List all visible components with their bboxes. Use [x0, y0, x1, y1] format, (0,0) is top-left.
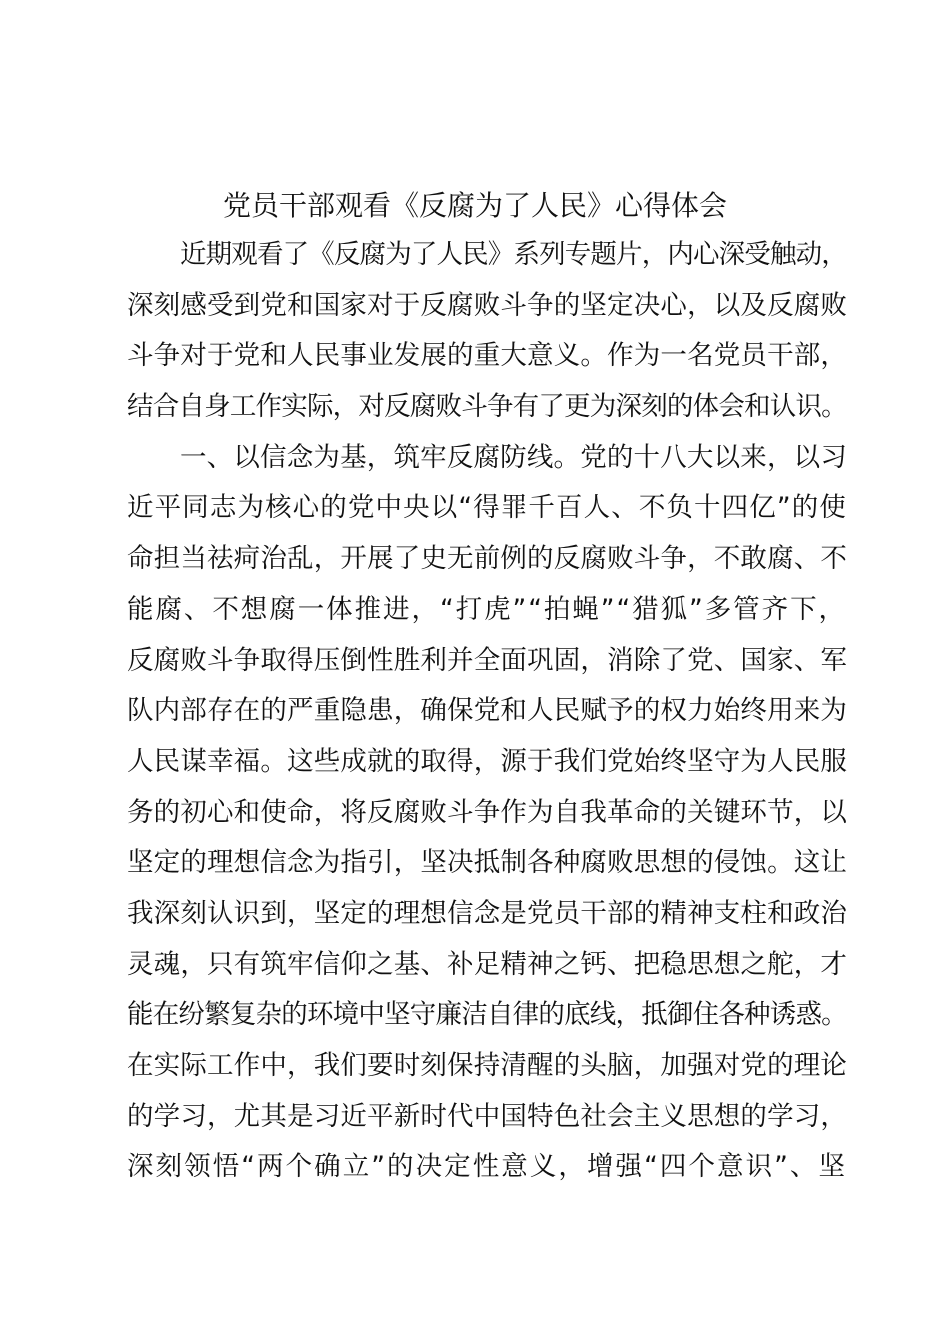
body-text-line: 近期观看了《反腐为了人民》系列专题片，内心深受触动，	[180, 239, 847, 270]
body-text-line: 队内部存在的严重隐患，确保党和人民赋予的权力始终用来为	[127, 695, 847, 727]
body-text-line: 结合自身工作实际，对反腐败斗争有了更为深刻的体会和认识。	[127, 391, 847, 423]
body-text-line: 坚定的理想信念为指引，坚决抵制各种腐败思想的侵蚀。这让	[127, 847, 847, 879]
body-text-line: 反腐败斗争取得压倒性胜利并全面巩固，消除了党、国家、军	[127, 644, 847, 676]
body-text-line: 能在纷繁复杂的环境中坚守廉洁自律的底线，抵御住各种诱惑。	[127, 999, 847, 1031]
body-text-line: 务的初心和使命，将反腐败斗争作为自我革命的关键环节，以	[127, 796, 847, 828]
document-body	[127, 230, 847, 1193]
document-title: 党员干部观看《反腐为了人民》心得体会	[222, 189, 727, 222]
body-text-line: 深刻感受到党和国家对于反腐败斗争的坚定决心，以及反腐败	[127, 289, 847, 321]
body-text-line: 深刻领悟“两个确立”的决定性意义，增强“四个意识”、坚	[127, 1151, 847, 1183]
body-text-line: 灵魂，只有筑牢信仰之基、补足精神之钙、把稳思想之舵，才	[127, 948, 847, 980]
body-text-line: 能腐、不想腐一体推进，“打虎”“拍蝇”“猎狐”多管齐下，	[127, 593, 847, 625]
body-text-line: 斗争对于党和人民事业发展的重大意义。作为一名党员干部，	[127, 340, 847, 372]
body-text-line: 在实际工作中，我们要时刻保持清醒的头脑，加强对党的理论	[127, 1050, 847, 1081]
body-text-line: 的学习，尤其是习近平新时代中国特色社会主义思想的学习，	[127, 1100, 847, 1132]
body-text-line: 人民谋幸福。这些成就的取得，源于我们党始终坚守为人民服	[127, 745, 847, 777]
body-text-line: 一、以信念为基，筑牢反腐防线。党的十八大以来，以习	[180, 441, 847, 473]
body-text-line: 命担当祛疴治乱，开展了史无前例的反腐败斗争，不敢腐、不	[127, 543, 847, 575]
body-text-line: 近平同志为核心的党中央以“得罪千百人、不负十四亿”的使	[127, 492, 847, 524]
body-text-line: 我深刻认识到，坚定的理想信念是党员干部的精神支柱和政治	[127, 897, 847, 929]
